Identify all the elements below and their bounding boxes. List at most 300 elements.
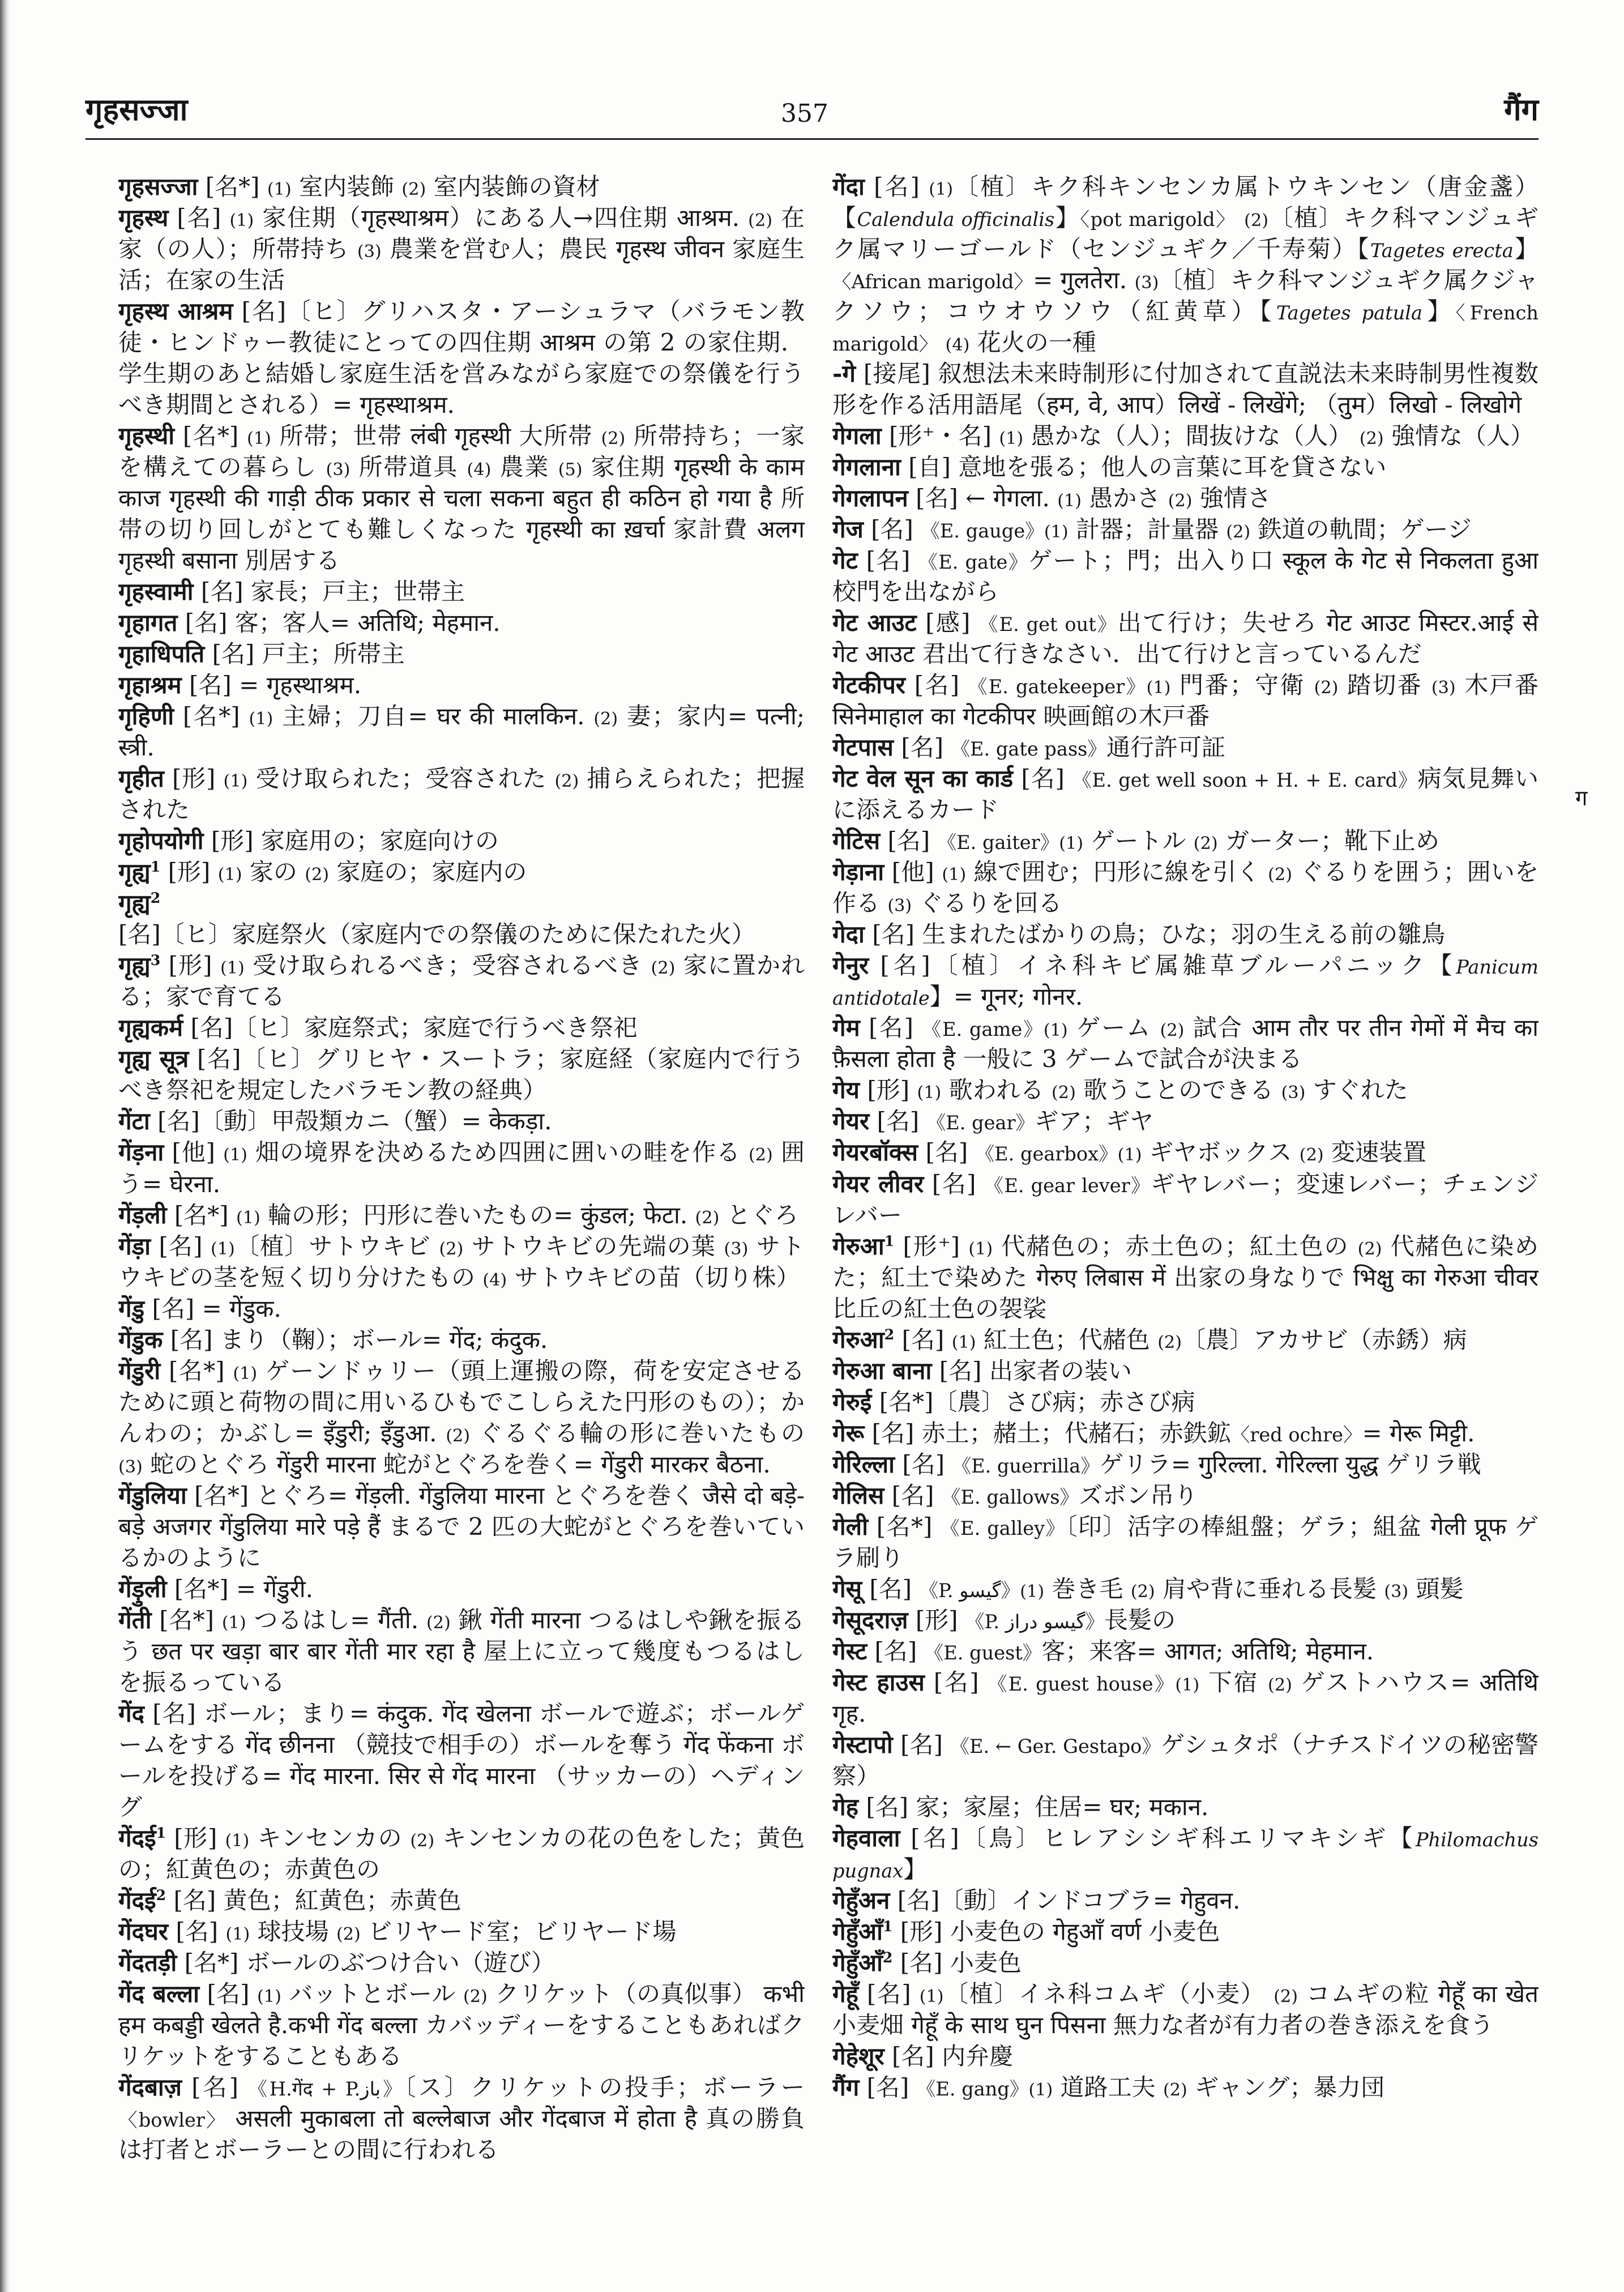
definition-text: 家住期（गृहस्थाश्रम）にある人→四住期 आश्रम. [254, 204, 749, 232]
headword: गेयरबॉक्स [832, 1138, 918, 1167]
definition-text: 出て行け；失せろ गेट आउट मिस्टर.आई से गेट आउट 君出て行きなさい．出て行けと言っているんだ [832, 609, 1538, 668]
definition-text: 室内装飾の資材 [426, 173, 600, 200]
definition-text: 木戸番 सिनेमाहाल का गेटकीपर 映画館の木戸番 [832, 671, 1538, 731]
dictionary-entry [118, 887, 805, 950]
definition-text: [名*] [876, 1512, 941, 1540]
definition-text: [名*] [168, 1356, 233, 1385]
definition [832, 609, 1538, 668]
definition-text: 長髪の [1104, 1606, 1176, 1634]
definition-text: [名] = गेंडुक. [152, 1294, 281, 1322]
etymology-gloss: 《H.गेंद + P.باز》 [248, 2077, 404, 2100]
dictionary-entry [832, 919, 1538, 950]
definition [832, 951, 1538, 1010]
dictionary-entry [832, 1885, 1538, 1916]
headword: गृहाधिपति [118, 640, 205, 668]
headword: गेटिस [832, 827, 881, 855]
dictionary-entry [118, 1885, 805, 1916]
definition-text: [名] [159, 1232, 211, 1260]
headword: गृहाश्रम [118, 671, 182, 699]
dictionary-entry [118, 1106, 805, 1137]
headword: गेंटा [118, 1107, 150, 1136]
headword: गेदा [832, 920, 865, 949]
sense-number: (3) [118, 1457, 143, 1477]
definition-text: [名] [900, 1730, 951, 1759]
dictionary-entry [118, 856, 805, 887]
dictionary-entry [118, 1698, 805, 1822]
dictionary-entry [118, 1573, 805, 1604]
definition [900, 1949, 1022, 1977]
definition-text: 強情さ [1192, 484, 1271, 513]
definition-text: 】= गूनर; गोनर. [929, 983, 1083, 1011]
scientific-name: Tagetes erecta [1370, 240, 1514, 262]
sense-number: (1) [233, 1363, 258, 1384]
sense-number: (2) [1193, 834, 1218, 854]
definition-text: [名] [887, 827, 938, 855]
headword: गेहवाला [832, 1824, 900, 1852]
definition-text: [名] ← गेगला. [916, 484, 1058, 513]
definition [118, 2073, 805, 2163]
definition-text: 蛇のとぐろ गेंडुरी मारना 蛇がとぐろを巻く= गेंडुरी मारकर बैठना. [142, 1450, 771, 1478]
definition [908, 453, 1386, 481]
sense-number: (1) [1059, 834, 1084, 854]
sense-number: (3) [724, 1239, 749, 1259]
sense-number: (4) [945, 335, 970, 356]
dictionary-entry [832, 1978, 1538, 2041]
definition [832, 360, 1538, 419]
headword: गेंद [118, 1699, 144, 1727]
definition-text: [名*]〔農〕さび病；赤さび病 [879, 1388, 1195, 1416]
definition-text: 在家（の人）；所帯持ち [118, 204, 805, 263]
definition [832, 1513, 1538, 1572]
homograph-number: 3 [150, 951, 161, 969]
definition [832, 1668, 1538, 1727]
definition-text: ゲーム [1067, 1014, 1160, 1042]
definition-text: 客；来客= आगत; अतिथि; मेहमान. [1041, 1637, 1374, 1665]
definition-text: 】 [1513, 235, 1538, 263]
headword: गेट [832, 547, 858, 575]
sense-number: (1) [220, 958, 245, 979]
definition [118, 951, 805, 1010]
headword: गेटपास [832, 733, 894, 762]
definition-text: 踏切番 [1338, 671, 1431, 699]
sense-number: (2) [1314, 678, 1339, 698]
definition-text: [名] 生まれたばかりの鳥；ひな；羽の生える前の雛鳥 [872, 920, 1446, 949]
definition [174, 1575, 313, 1603]
definition [185, 1949, 555, 1977]
definition-text: ゲリラ= गुरिल्ला. गेरिल्ला युद्ध ゲリラ戦 [1099, 1450, 1481, 1478]
headword: गेगला [832, 422, 882, 450]
definition-text: ビリヤード室；ビリヤード場 [360, 1917, 677, 1945]
left-column [118, 171, 805, 2278]
definition-text: 受け取られた；受容された [247, 765, 555, 793]
sense-number: (2) [1163, 2080, 1187, 2100]
definition-text: [名] まり（鞠）；ボール= गेंद; कंदुक. [170, 1325, 548, 1354]
dictionary-entry [832, 1947, 1538, 1978]
etymology-gloss: 《E. guest house》 [988, 1672, 1176, 1695]
definition-text: 家の [242, 858, 305, 886]
definition-text: [接尾] 叙想法未来時制形に付加されて直説法未来時制男性複数形を作る活用語尾（हम, वे, आप）लिखें - लिखेंगे; （तुम）लिखो - लिखोगे [832, 360, 1538, 419]
definition-text: ぐるりを回る [912, 889, 1062, 917]
dictionary-entry [832, 856, 1538, 919]
definition-text: [名] [902, 1450, 952, 1478]
definition [832, 671, 1538, 730]
definition-text: [名] [1021, 765, 1073, 793]
definition [189, 671, 361, 699]
definition-text: [名] [901, 1325, 952, 1354]
definition [170, 1326, 548, 1354]
headword: गेनुर [832, 951, 869, 980]
headword: गेस्ट हाउस [832, 1668, 925, 1696]
definition-text: = गुलतेरा. [1033, 266, 1135, 294]
headword: गेंडुरी [118, 1356, 161, 1385]
headword: गृहागत [118, 609, 178, 637]
sense-number: (2) [1168, 491, 1193, 511]
page-number: 357 [781, 99, 828, 128]
headword: गेंदा [832, 173, 865, 200]
definition [168, 858, 527, 886]
definition [118, 1232, 805, 1291]
dictionary-entry [118, 171, 805, 202]
definition-text: 家住期 गृहस्थी के काम काज गृहस्थी की गाड़ी ठीक प्रकार से चला सकना बहुत ही कठिन हो गया है 所帯の切り回しがとても難しくなった गृहस्थी का ख़र्चा 家計費 अलग गृहस्थी बसाना 別居する [118, 453, 805, 575]
definition [900, 1918, 1220, 1945]
definition-text: サトウキビの茎を短く切り分けたもの [118, 1232, 805, 1291]
definition-text: 〔植〕キク科マンジュギク属マリーゴールド（センジュギク／千寿菊）【 [832, 204, 1538, 263]
homograph-number: 1 [882, 1917, 893, 1935]
definition [118, 204, 805, 294]
definition [118, 422, 805, 574]
definition-text: [名] 小麦色 [900, 1948, 1022, 1977]
definition-text: 家庭の；家庭内の [329, 858, 527, 886]
definition [212, 640, 405, 668]
etymology-gloss: 《E. game》 [922, 1018, 1044, 1041]
definition-text: ゲシュタポ（ナチスドイツの秘密警察） [832, 1730, 1538, 1790]
definition-text: 鉄道の軌間；ゲージ [1250, 515, 1472, 544]
definition-text: ギア；ギヤ [1035, 1107, 1154, 1136]
definition [916, 1606, 1176, 1634]
definition-text: [名*] ボールのぶつけ合い（遊び） [184, 1948, 555, 1977]
headword: गेंदई [118, 1886, 156, 1914]
definition-text: [名] [891, 1481, 942, 1509]
sense-number: (3) [1134, 273, 1159, 293]
sense-number: (1) [1020, 1581, 1045, 1602]
definition [871, 515, 1472, 543]
definition-text: ぐるりを囲う；囲いを作る [832, 858, 1538, 917]
definition-text: [名] 出家者の装い [939, 1356, 1132, 1385]
sense-number: (1) [223, 771, 248, 792]
thumb-index-letter: ग [1575, 786, 1588, 810]
definition-text: [名] [869, 1014, 922, 1042]
headword: गृह्य सूत्र [118, 1045, 189, 1073]
dictionary-entry [118, 1947, 805, 1978]
etymology-gloss: 《P. گیسو دراز》 [965, 1610, 1105, 1633]
definition-text: [名] [933, 1668, 988, 1696]
headword: गेहुँआँ [832, 1917, 883, 1945]
sense-number: (3) [326, 460, 351, 480]
definition [875, 1637, 1374, 1665]
definition-text: とぐろ [719, 1201, 798, 1229]
definition-text: [名] [877, 1107, 927, 1136]
sense-number: (2) [463, 1986, 488, 2007]
definition-text: [形] [174, 1824, 225, 1852]
definition-text: 〔ス〕クリケットの投手；ボーラー [404, 2073, 805, 2101]
homograph-number: 2 [882, 1948, 893, 1966]
sense-number: (2) [1268, 865, 1292, 885]
dictionary-entry [118, 1604, 805, 1698]
definition-text: 線で囲む；円形に線を引く [966, 858, 1268, 886]
definition-text: [形] [168, 951, 220, 980]
definition-text: 試合 आम तौर पर तीन गेमों में मैच का फ़ैसला होता है 一般に 3 ゲームで試合が決まる [832, 1014, 1538, 1073]
dictionary-entry [118, 1012, 805, 1043]
definition [866, 1793, 1208, 1821]
sense-number: (1) [225, 1924, 250, 1944]
scientific-name: Panicum antidotale [832, 956, 1538, 1010]
dictionary-entry [118, 669, 805, 701]
headword: गृह्यकर्म [118, 1014, 183, 1042]
homograph-number: 1 [884, 1232, 895, 1249]
headword: गेज [832, 515, 864, 544]
dictionary-entry [832, 2041, 1538, 2072]
definition [892, 2042, 1013, 2070]
definition-text: すぐれた [1305, 1076, 1408, 1104]
definition [832, 1824, 1538, 1883]
etymology-gloss: 《E. guerrilla》 [952, 1454, 1100, 1477]
definition-text: [名] = गृहस्थाश्रम. [189, 671, 362, 699]
headword: गेंती [118, 1606, 152, 1634]
definition-text: [名] 家；家屋；住居= घर; मकान. [866, 1792, 1209, 1821]
header-rule [86, 138, 1538, 140]
scientific-name: Philomachus pugnax [832, 1828, 1538, 1882]
sense-number: (1) [211, 1239, 235, 1259]
definition-text: [名] 客；客人= अतिथि; मेहमान. [185, 609, 501, 637]
headword: गेंडुलिया [118, 1481, 187, 1509]
definition-text: [名*] [182, 422, 247, 450]
definition-text: [名] ボール；まり= कंदुक. गेंद खेलना ボールで遊ぶ；ボールゲームをする गेंद छीनना （競技で相手の）ボールを奪う गेंद फेंकना ボールを投げる= गेंद मारना. सिर से गेंद मारना （サッカーの）ヘディング [118, 1699, 805, 1821]
dictionary-entry [832, 732, 1538, 763]
definition-text: 所帯持ち；一家を構えての暮らし [118, 422, 805, 481]
dictionary-entry [118, 1293, 805, 1324]
definition-text: [名*] [182, 702, 249, 731]
etymology-gloss: 〈French marigold〉 [832, 302, 1538, 356]
sense-number: (2) [1052, 1083, 1076, 1103]
dictionary-entry [118, 607, 805, 638]
definition-text: 室内装飾 [291, 173, 402, 200]
sense-number: (1) [236, 1207, 260, 1228]
definition-text: [名*] = गेंडुरी. [174, 1574, 314, 1603]
sense-number: (2) [410, 1830, 435, 1851]
headword: गेंड़ली [118, 1201, 167, 1229]
etymology-gloss: 《E. ← Ger. Gestapo》 [950, 1735, 1161, 1757]
scientific-name: Tagetes patula [1276, 302, 1422, 325]
definition [118, 1700, 805, 1821]
sense-number: (2) [1160, 1021, 1185, 1041]
sense-number: (2) [1157, 1332, 1182, 1352]
homograph-number: 2 [884, 1325, 895, 1343]
sense-number: (1) [225, 1830, 250, 1851]
sense-number: (2) [748, 1145, 773, 1166]
definition-text: 強情な（人） [1383, 422, 1535, 450]
headword: गेंदई [118, 1824, 156, 1852]
headword: गेरुआ [832, 1232, 884, 1260]
definition-text: [形⁺・名] [889, 422, 999, 450]
definition-text: [名] 内弁慶 [892, 2042, 1014, 2070]
headword: गेह [832, 1792, 858, 1821]
sense-number: (4) [467, 460, 492, 480]
definition [118, 920, 755, 948]
dictionary-entry [832, 1386, 1538, 1418]
headword: गृहसज्जा [118, 173, 198, 200]
sense-number: (1) [1057, 491, 1082, 511]
definition [867, 1076, 1408, 1104]
etymology-gloss: 《E. galley》 [941, 1517, 1066, 1539]
sense-number: (1) [223, 1145, 247, 1166]
etymology-gloss: 《E. get well soon + H. + E. card》 [1072, 769, 1418, 792]
definition-text: 捕らえられた；把握された [118, 765, 805, 824]
dictionary-entry [832, 514, 1538, 545]
definition [185, 609, 501, 637]
definition [901, 733, 1225, 761]
etymology-gloss: 《E. gate pass》 [951, 738, 1106, 761]
headword: गेंदघर [118, 1917, 168, 1945]
dictionary-entry [832, 483, 1538, 514]
definition-text: [形] [172, 765, 224, 793]
dictionary-entry [118, 1043, 805, 1106]
dictionary-entry [118, 638, 805, 669]
definition-text: [名] [176, 1917, 226, 1945]
sense-number: (2) [1226, 522, 1251, 543]
etymology-gloss: 《E. gallows》 [941, 1486, 1079, 1508]
definition [872, 1419, 1475, 1447]
definition-text: 計器；計量器 [1068, 515, 1226, 544]
definition-text: ゲート；門；出入り口 स्कूल के गेट से निकलता हुआ 校門を出ながら [832, 547, 1538, 606]
definition [832, 1980, 1538, 2039]
definition [118, 1606, 805, 1696]
definition-text: 妻；家内= पत्नी; स्त्री. [118, 702, 805, 762]
definition-text: 囲う= घेरना. [118, 1138, 805, 1198]
definition [892, 1482, 1198, 1509]
definition-text: 畑の境界を決めるため四囲に囲いの畦を作る [247, 1138, 749, 1167]
dictionary-entry [832, 420, 1538, 451]
definition-text: 代赭色の；赤土色の；紅土色の [993, 1232, 1358, 1260]
definition-text: [形⁺] [903, 1232, 969, 1260]
definition-text: [名]〔鳥〕ヒレアシシギ科エリマキシギ【 [911, 1824, 1416, 1852]
dictionary-entry [832, 171, 1538, 358]
definition-text: キンセンカの [249, 1824, 411, 1852]
definition-text: 〔植〕キク科マンジュギク属クジャクソウ；コウオウソウ（紅黄草）【 [832, 266, 1538, 326]
sense-number: (2) [1359, 429, 1384, 449]
sense-number: (1) [1028, 2080, 1053, 2100]
definition-text: 病気見舞いに添えるカード [832, 765, 1538, 824]
definition-text [938, 328, 945, 356]
etymology-gloss: 《E. gate》 [918, 551, 1028, 574]
sense-number: (2) [446, 1425, 471, 1446]
headword: गृहस्वामी [118, 578, 194, 606]
sense-number: (2) [1299, 1145, 1324, 1166]
dictionary-entry [832, 1636, 1538, 1667]
definition [118, 1980, 805, 2070]
definition-text: 輪の形；円形に巻いたもの= कुंडल; फेटा. [260, 1201, 695, 1229]
sense-number: (2) [1268, 1675, 1292, 1695]
scan-binding-edge [0, 0, 10, 2292]
headword: गेड़ाना [832, 858, 884, 886]
definition-text: 歌われる [941, 1076, 1052, 1104]
headword: गेंदबाज़ [118, 2073, 182, 2101]
sense-number: (1) [968, 1239, 993, 1259]
definition-text: 家に置かれる；家で育てる [118, 951, 805, 1011]
dictionary-entry [118, 576, 805, 607]
dictionary-entry [118, 701, 805, 763]
headword: गेरुआ बाना [832, 1356, 932, 1385]
dictionary-entry [118, 296, 805, 420]
definition-text: [名]〔ヒ〕グリヒヤ・スートラ；家庭経（家庭内で行うべき祭祀を規定したバラモン教の経典） [118, 1045, 805, 1104]
headword: गेस्ट [832, 1637, 867, 1665]
dictionary-entry [118, 1916, 805, 1947]
dictionary-entry [832, 1168, 1538, 1231]
definition-text: [名*] [174, 1201, 236, 1229]
headword: गेरू [832, 1419, 865, 1447]
sense-number: (4) [482, 1270, 507, 1290]
etymology-gloss: 《E. gaiter》 [937, 831, 1059, 854]
definition [832, 173, 1538, 356]
sense-number: (2) [439, 1239, 464, 1259]
definition-text: [形] 小麦色の गेहुआँ वर्ण 小麦色 [900, 1917, 1220, 1945]
sense-number: (3) [1384, 1581, 1409, 1602]
headword: गृहस्थी [118, 422, 175, 450]
definition-text: [名*] [205, 173, 267, 200]
definition-text: [名]〔動〕インドコブラ= गेहुवन. [897, 1886, 1241, 1914]
definition [889, 422, 1534, 450]
dictionary-entry [832, 1418, 1538, 1449]
homograph-number: 2 [150, 889, 161, 907]
sense-number: (1) [217, 865, 242, 885]
sense-number: (1) [249, 709, 273, 729]
definition-text: [形] [915, 1606, 966, 1634]
definition-text: ゲートル [1083, 827, 1194, 855]
definition-text: [名]〔ヒ〕家庭祭式；家庭で行うべき祭祀 [190, 1014, 638, 1042]
dictionary-entry [118, 1480, 805, 1573]
headword: गेयर [832, 1107, 870, 1136]
definition-text: ズボン吊り [1079, 1481, 1198, 1509]
headword: गेम [832, 1014, 860, 1042]
sense-number: (2) [336, 1924, 361, 1944]
definition-text: [名] [191, 2073, 249, 2101]
dictionary-entry [118, 2072, 805, 2165]
definition-text: [名]〔動〕甲殻類カニ（蟹）= केकड़ा. [157, 1107, 552, 1136]
definition-text: 花火の一種 [969, 328, 1096, 357]
dictionary-entry [118, 1978, 805, 2072]
definition-text: 門番；守衛 [1170, 671, 1314, 699]
dictionary-entry [118, 825, 805, 856]
dictionary-entry [832, 1074, 1538, 1106]
etymology-gloss: 《E. gear》 [926, 1112, 1035, 1134]
headword: गृहोपयोगी [118, 827, 204, 855]
definition-text: つるはし= गैंती. [246, 1606, 426, 1634]
definition [902, 1326, 1467, 1354]
dictionary-entry [832, 669, 1538, 732]
dictionary-entry [832, 825, 1538, 856]
dictionary-entry [832, 1729, 1538, 1791]
definition-text: ガーター；靴下止め [1217, 827, 1439, 855]
definition [898, 1886, 1241, 1914]
etymology-gloss: 〈pot marigold〉 [1080, 208, 1236, 231]
dictionary-entry [832, 545, 1538, 607]
sense-number: (3) [1431, 678, 1456, 698]
sense-number: (3) [357, 242, 382, 262]
sense-number: (2) [401, 180, 426, 199]
dictionary-entry [118, 1200, 805, 1231]
definition [211, 827, 499, 855]
sense-number: (1) [221, 1612, 246, 1633]
definition [157, 1107, 552, 1135]
